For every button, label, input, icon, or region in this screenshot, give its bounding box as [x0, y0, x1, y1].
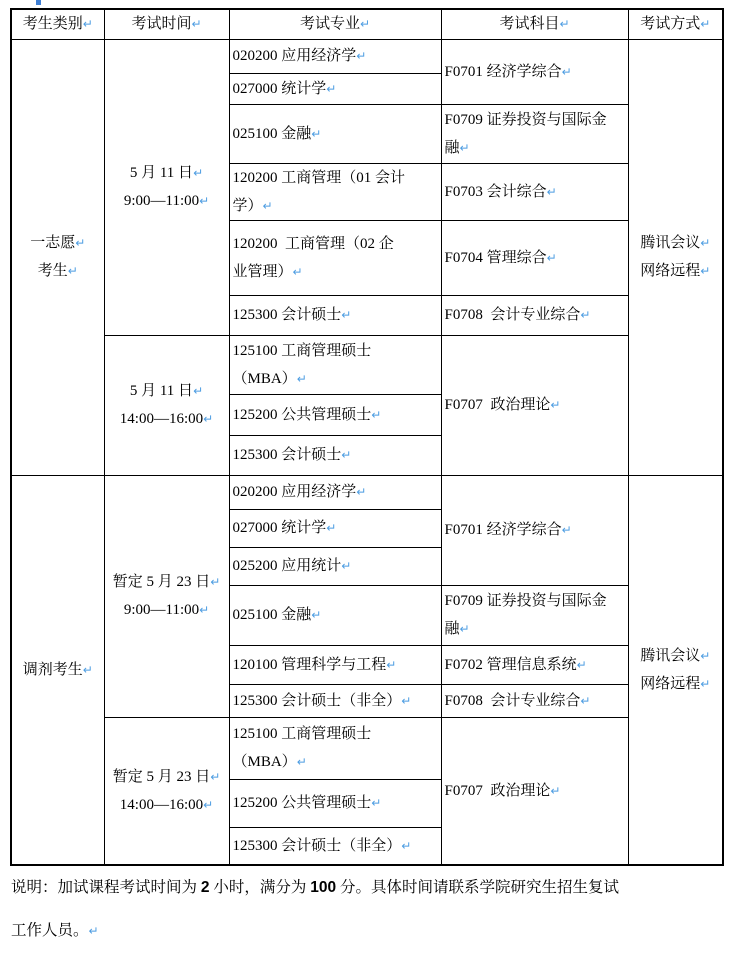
major-text: 125300 会计硕士（非全）	[232, 692, 402, 709]
exam-schedule-table	[10, 8, 724, 866]
header-major-cell	[229, 9, 441, 39]
major-text: 120200 工商管理（01 会计	[232, 169, 406, 186]
major-text: 120100 管理科学与工程	[232, 656, 387, 673]
line-break-mark: ↵	[401, 838, 412, 853]
line-break-mark: ↵	[341, 308, 352, 322]
line-break-mark: ↵	[561, 64, 572, 79]
line-break-mark: ↵	[700, 236, 711, 250]
header-category-cell	[11, 9, 104, 39]
category-text: 考生	[37, 263, 68, 279]
major-cell	[229, 394, 441, 435]
cell-line	[233, 192, 439, 220]
header-label: 考试专业	[299, 16, 360, 33]
major-text: （MBA）	[232, 754, 297, 770]
subject-cell	[441, 163, 628, 220]
note-paragraph	[11, 866, 727, 953]
subject-text: F0708 会计专业综合	[444, 692, 581, 709]
category-cell	[11, 39, 104, 475]
header-method-cell	[628, 9, 723, 39]
subject-text: F0702 管理信息系统	[444, 656, 577, 673]
subject-cell	[441, 717, 628, 865]
line-break-mark: ↵	[326, 81, 337, 96]
cell-line	[107, 791, 227, 819]
line-break-mark: ↵	[700, 676, 711, 691]
line-break-mark: ↵	[75, 236, 86, 250]
major-text: 025200 应用统计	[232, 558, 342, 574]
line-break-mark: ↵	[67, 264, 78, 278]
method-text: 腾讯会议	[640, 647, 701, 664]
line-break-mark: ↵	[356, 485, 367, 499]
line-break-mark: ↵	[199, 603, 210, 617]
line-break-mark: ↵	[193, 384, 204, 398]
note-text: 工作人员。	[11, 922, 89, 939]
cell-line	[445, 134, 626, 162]
cell-line	[631, 257, 721, 285]
table-row	[11, 335, 723, 394]
subject-text: F0703 会计综合	[444, 183, 547, 200]
subject-text: F0709 证券投资与国际金	[444, 111, 607, 128]
cell-line	[14, 257, 102, 285]
line-break-mark: ↵	[546, 184, 557, 199]
major-cell	[229, 475, 441, 509]
cell-line	[107, 187, 227, 215]
cell-line	[233, 258, 439, 286]
line-break-mark: ↵	[262, 198, 273, 213]
cell-line	[107, 763, 227, 791]
line-break-mark: ↵	[296, 755, 307, 769]
subject-cell	[441, 585, 628, 645]
cell-line	[107, 405, 227, 433]
time-text: 暂定 5 月 23 日	[112, 574, 211, 590]
table-row	[11, 39, 723, 73]
line-break-mark: ↵	[459, 622, 470, 636]
line-break-mark: ↵	[341, 448, 352, 462]
line-break-mark: ↵	[311, 126, 322, 141]
line-break-mark: ↵	[580, 693, 591, 708]
time-text: 5 月 11 日	[129, 383, 194, 399]
major-cell	[229, 717, 441, 779]
time-text: 9:00—11:00	[123, 602, 200, 618]
time-cell	[104, 717, 229, 865]
cell-line	[233, 337, 439, 365]
major-text: 学）	[232, 197, 263, 214]
cell-line	[233, 365, 439, 393]
header-time-cell	[104, 9, 229, 39]
time-text: 14:00—16:00	[119, 796, 204, 813]
major-cell	[229, 547, 441, 585]
cell-line	[233, 164, 439, 192]
subject-text: F0701 经济学综合	[444, 522, 562, 538]
line-break-mark: ↵	[359, 17, 371, 32]
cell-line	[445, 587, 626, 615]
category-text: 一志愿	[30, 235, 76, 251]
line-break-mark: ↵	[326, 521, 337, 535]
major-cell	[229, 435, 441, 475]
line-break-mark: ↵	[459, 140, 470, 155]
line-break-mark: ↵	[88, 924, 99, 938]
major-text: 120200 工商管理（02 企	[232, 235, 394, 252]
line-break-mark: ↵	[550, 398, 561, 412]
line-break-mark: ↵	[356, 49, 367, 63]
major-text: 020200 应用经济学	[232, 484, 357, 500]
major-cell	[229, 585, 441, 645]
clipped-paragraph-mark	[36, 0, 41, 5]
major-cell	[229, 73, 441, 104]
major-text: 027000 统计学	[232, 520, 327, 536]
line-break-mark: ↵	[193, 166, 204, 180]
note-line	[11, 909, 727, 953]
cell-line	[107, 377, 227, 405]
major-cell	[229, 104, 441, 163]
time-text: 暂定 5 月 23 日	[112, 768, 211, 785]
major-cell	[229, 295, 441, 335]
line-break-mark: ↵	[546, 250, 557, 265]
subject-text: F0707 政治理论	[444, 397, 551, 413]
method-text: 网络远程	[640, 675, 701, 692]
note-line	[11, 866, 727, 909]
cell-line	[445, 615, 626, 643]
category-text: 调剂考生	[22, 661, 83, 678]
major-text: 125100 工商管理硕士	[232, 726, 372, 742]
major-text: 125200 公共管理硕士	[232, 795, 372, 811]
cell-line	[631, 642, 721, 670]
subject-text: F0704 管理综合	[444, 249, 547, 266]
line-break-mark: ↵	[561, 523, 572, 537]
line-break-mark: ↵	[371, 796, 382, 810]
line-break-mark: ↵	[82, 662, 93, 677]
subject-text: F0709 证券投资与国际金	[444, 593, 607, 609]
subject-cell	[441, 684, 628, 717]
line-break-mark: ↵	[292, 264, 303, 279]
major-text: 125200 公共管理硕士	[232, 406, 372, 423]
note-number: 2	[200, 879, 210, 896]
line-break-mark: ↵	[401, 693, 412, 708]
line-break-mark: ↵	[210, 769, 221, 784]
subject-cell	[441, 104, 628, 163]
note-number: 100	[310, 879, 337, 896]
time-cell	[104, 475, 229, 717]
line-break-mark: ↵	[700, 17, 711, 32]
line-break-mark: ↵	[296, 371, 307, 386]
major-text: 125300 会计硕士	[232, 307, 342, 323]
subject-text: F0707 政治理论	[444, 782, 551, 799]
cell-line	[233, 748, 439, 776]
major-cell	[229, 645, 441, 684]
line-break-mark: ↵	[386, 657, 397, 672]
line-break-mark: ↵	[341, 559, 352, 573]
table-row	[11, 475, 723, 509]
major-text: 025100 金融	[232, 125, 312, 142]
line-break-mark: ↵	[559, 17, 570, 32]
table-row	[11, 717, 723, 779]
header-label: 考生类别	[22, 16, 83, 33]
line-break-mark: ↵	[371, 407, 382, 422]
header-label: 考试时间	[131, 16, 192, 33]
line-break-mark: ↵	[700, 264, 711, 278]
subject-text: F0701 经济学综合	[444, 63, 562, 80]
time-text: 14:00—16:00	[119, 411, 204, 427]
subject-text: 融	[444, 139, 460, 156]
major-cell	[229, 39, 441, 73]
time-cell	[104, 335, 229, 475]
cell-line	[631, 229, 721, 257]
header-label: 考试科目	[499, 16, 560, 33]
major-cell	[229, 779, 441, 827]
major-text: 027000 统计学	[232, 80, 327, 97]
major-cell	[229, 220, 441, 295]
cell-line	[107, 596, 227, 624]
method-text: 网络远程	[640, 263, 701, 279]
line-break-mark: ↵	[203, 797, 214, 812]
major-text: 125300 会计硕士（非全）	[232, 837, 402, 854]
major-cell	[229, 335, 441, 394]
header-subject-cell	[441, 9, 628, 39]
line-break-mark: ↵	[210, 575, 221, 589]
major-cell	[229, 163, 441, 220]
major-cell	[229, 827, 441, 865]
category-cell	[11, 475, 104, 865]
cell-line	[107, 159, 227, 187]
time-text: 9:00—11:00	[123, 193, 200, 209]
line-break-mark: ↵	[199, 194, 210, 208]
subject-cell	[441, 295, 628, 335]
cell-line	[107, 568, 227, 596]
header-row	[11, 9, 723, 39]
major-text: 125100 工商管理硕士	[232, 342, 372, 359]
method-cell	[628, 39, 723, 475]
line-break-mark: ↵	[576, 657, 587, 672]
cell-line	[233, 230, 439, 258]
subject-cell	[441, 39, 628, 104]
line-break-mark: ↵	[82, 17, 93, 32]
line-break-mark: ↵	[550, 783, 561, 798]
note-text: 分。具体时间请联系学院研究生招生复试	[336, 879, 620, 896]
subject-cell	[441, 220, 628, 295]
major-text: 125300 会计硕士	[232, 447, 342, 463]
line-break-mark: ↵	[311, 608, 322, 622]
subject-cell	[441, 335, 628, 475]
time-cell	[104, 39, 229, 335]
major-text: （MBA）	[232, 370, 297, 387]
line-break-mark: ↵	[203, 412, 214, 426]
subject-text: F0708 会计专业综合	[444, 307, 581, 323]
subject-text: 融	[444, 621, 460, 637]
major-text: 020200 应用经济学	[232, 48, 357, 64]
cell-line	[631, 670, 721, 698]
cell-line	[445, 106, 626, 134]
method-text: 腾讯会议	[640, 235, 701, 251]
note-text: 小时，满分为	[209, 879, 311, 896]
subject-cell	[441, 645, 628, 684]
cell-line	[14, 229, 102, 257]
subject-cell	[441, 475, 628, 585]
major-text: 025100 金融	[232, 607, 312, 623]
method-cell	[628, 475, 723, 865]
major-text: 业管理）	[232, 263, 293, 280]
major-cell	[229, 509, 441, 547]
header-label: 考试方式	[640, 16, 701, 33]
major-cell	[229, 684, 441, 717]
note-text: 说明：加试课程考试时间为	[11, 879, 201, 896]
time-text: 5 月 11 日	[129, 165, 194, 181]
cell-line	[14, 656, 102, 684]
line-break-mark: ↵	[580, 308, 591, 322]
line-break-mark: ↵	[700, 648, 711, 663]
cell-line	[233, 720, 439, 748]
line-break-mark: ↵	[191, 17, 202, 32]
